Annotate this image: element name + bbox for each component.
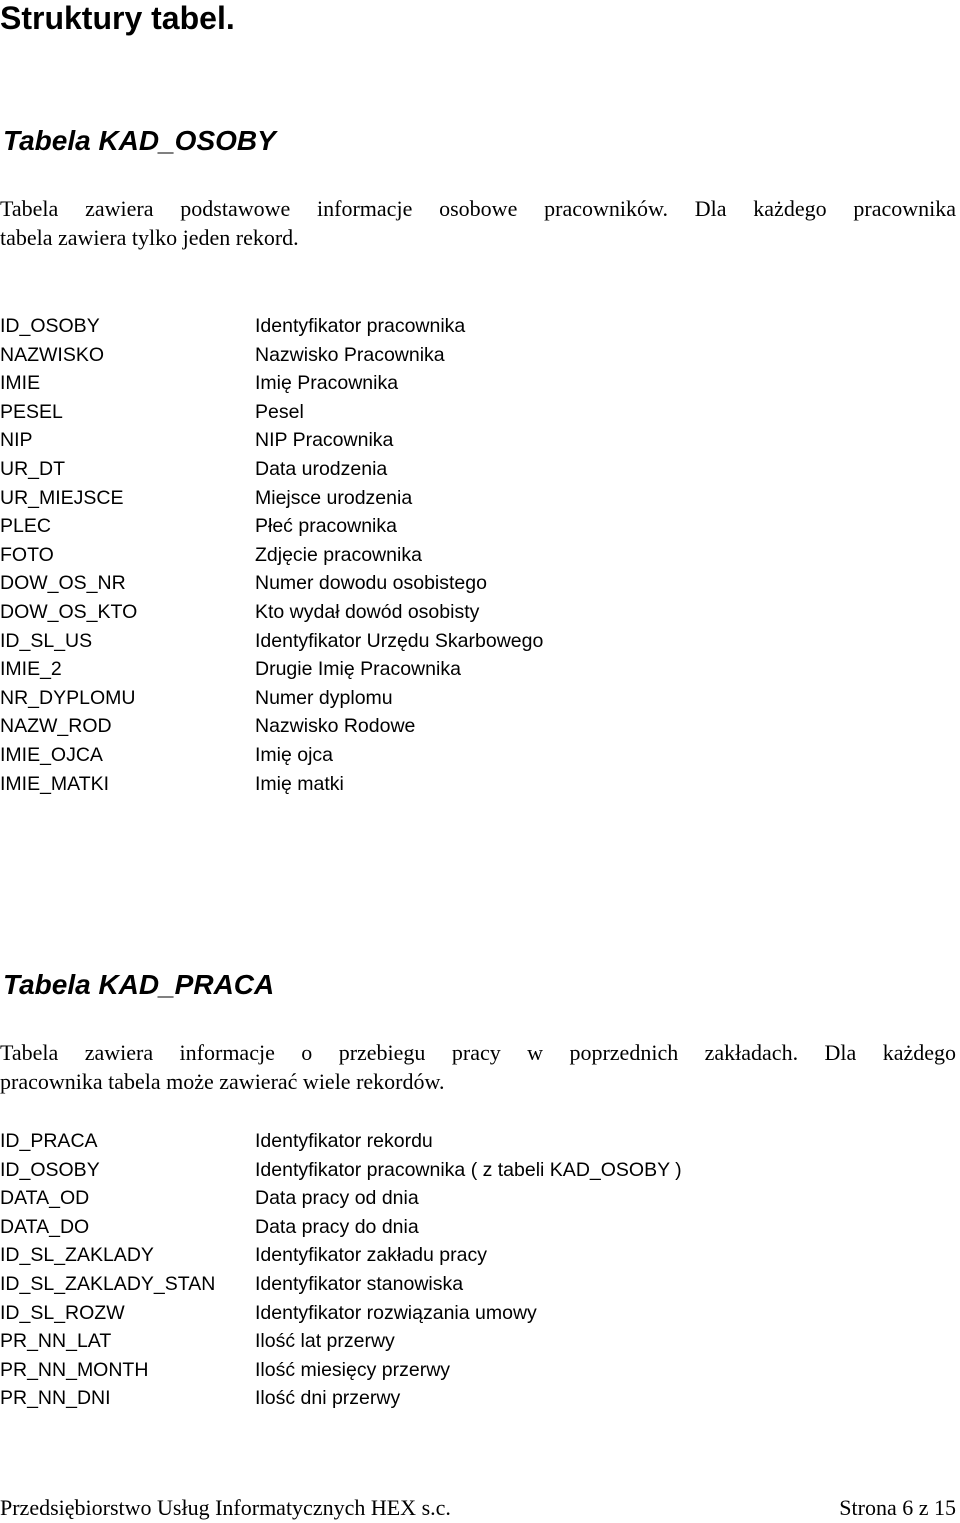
section-title-kad-osoby: Tabela KAD_OSOBY	[3, 125, 276, 156]
field-description: Data pracy do dnia	[255, 1215, 419, 1238]
field-description: Identyfikator stanowiska	[255, 1272, 464, 1295]
field-name: IMIE_MATKI	[0, 772, 110, 795]
description-line: tabela zawiera tylko jeden rekord.	[0, 225, 299, 250]
field-description: Pesel	[255, 400, 304, 423]
table-row	[0, 341, 960, 370]
field-description: Płeć pracownika	[255, 515, 397, 538]
field-description: Numer dyplomu	[255, 686, 393, 709]
table-row	[0, 627, 960, 656]
table-row	[0, 541, 960, 570]
section-description-kad-praca	[0, 1038, 956, 1096]
field-description: NIP Pracownika	[255, 429, 394, 452]
table-row	[0, 655, 960, 684]
description-line: pracownika tabela może zawierać wiele rekordów.	[0, 1069, 445, 1094]
field-name: IMIE_OJCA	[0, 743, 103, 766]
footer-page-number: Strona 6 z 15	[839, 1495, 956, 1520]
field-description: Zdjęcie pracownika	[255, 543, 422, 566]
field-name: PR_NN_LAT	[0, 1330, 112, 1353]
table-row	[0, 1384, 960, 1413]
field-name: PLEC	[0, 515, 51, 538]
table-row	[0, 569, 960, 598]
field-description: Imię matki	[255, 772, 344, 795]
field-table-kad-praca	[0, 1127, 960, 1413]
table-row	[0, 770, 960, 799]
section-description-kad-osoby	[0, 194, 956, 252]
field-name: ID_OSOBY	[0, 315, 100, 337]
field-description: Nazwisko Rodowe	[255, 715, 416, 738]
field-description: Identyfikator Urzędu Skarbowego	[255, 629, 544, 652]
table-row	[0, 712, 960, 741]
field-name: PESEL	[0, 400, 63, 423]
table-row	[0, 369, 960, 398]
table-row	[0, 1270, 960, 1299]
table-row	[0, 1213, 960, 1242]
field-name: NAZW_ROD	[0, 715, 112, 738]
footer-company: Przedsiębiorstwo Usług Informatycznych HEX s.c.	[0, 1495, 451, 1520]
field-description: Data urodzenia	[255, 457, 388, 480]
field-description: Ilość miesięcy przerwy	[255, 1358, 451, 1381]
table-row	[0, 1356, 960, 1385]
field-name: PR_NN_DNI	[0, 1387, 111, 1410]
field-name: FOTO	[0, 543, 54, 566]
field-table-kad-osoby	[0, 312, 960, 798]
field-description: Identyfikator pracownika	[255, 315, 466, 337]
table-row	[0, 426, 960, 455]
field-description: Kto wydał dowód osobisty	[255, 600, 480, 623]
table-row	[0, 598, 960, 627]
section-title-kad-praca: Tabela KAD_PRACA	[3, 969, 275, 1000]
field-description: Ilość lat przerwy	[255, 1330, 395, 1353]
field-name: ID_SL_ZAKLADY_STAN	[0, 1272, 216, 1295]
field-description: Numer dowodu osobistego	[255, 572, 487, 595]
field-name: IMIE_2	[0, 658, 62, 681]
table-row	[0, 455, 960, 484]
field-description: Identyfikator rekordu	[255, 1130, 433, 1152]
field-name: NIP	[0, 429, 33, 452]
field-name: PR_NN_MONTH	[0, 1358, 149, 1381]
table-row	[0, 684, 960, 713]
field-description: Nazwisko Pracownika	[255, 343, 445, 366]
field-description: Drugie Imię Pracownika	[255, 658, 461, 681]
field-description: Identyfikator zakładu pracy	[255, 1244, 487, 1267]
table-row	[0, 1127, 960, 1156]
field-name: ID_OSOBY	[0, 1158, 100, 1181]
table-row	[0, 398, 960, 427]
field-name: DATA_OD	[0, 1187, 90, 1210]
table-row	[0, 512, 960, 541]
field-name: DOW_OS_KTO	[0, 600, 138, 623]
field-description: Ilość dni przerwy	[255, 1387, 401, 1410]
table-row	[0, 484, 960, 513]
description-line: Tabela zawiera podstawowe informacje osobowe pracowników. Dla każdego pracownika	[0, 196, 956, 221]
field-name: UR_DT	[0, 457, 66, 480]
field-description: Miejsce urodzenia	[255, 486, 413, 509]
field-name: ID_SL_US	[0, 629, 93, 652]
table-row	[0, 741, 960, 770]
field-name: IMIE	[0, 372, 41, 395]
field-name: ID_SL_ROZW	[0, 1301, 125, 1324]
field-name: ID_PRACA	[0, 1130, 98, 1152]
table-row	[0, 1241, 960, 1270]
field-description: Data pracy od dnia	[255, 1187, 419, 1210]
table-row	[0, 1156, 960, 1185]
field-description: Imię ojca	[255, 743, 334, 766]
field-name: UR_MIEJSCE	[0, 486, 124, 509]
field-description: Identyfikator rozwiązania umowy	[255, 1301, 537, 1324]
description-line: Tabela zawiera informacje o przebiegu pracy w poprzednich zakładach. Dla każdego	[0, 1040, 956, 1065]
table-row	[0, 312, 960, 341]
field-name: DOW_OS_NR	[0, 572, 126, 595]
field-name: NAZWISKO	[0, 343, 105, 366]
field-name: DATA_DO	[0, 1215, 90, 1238]
page-heading: Struktury tabel.	[0, 0, 235, 36]
field-name: NR_DYPLOMU	[0, 686, 136, 709]
field-description: Identyfikator pracownika ( z tabeli KAD_OSOBY )	[255, 1158, 682, 1181]
table-row	[0, 1299, 960, 1328]
field-description: Imię Pracownika	[255, 372, 399, 395]
field-name: ID_SL_ZAKLADY	[0, 1244, 154, 1267]
table-row	[0, 1184, 960, 1213]
table-row	[0, 1327, 960, 1356]
